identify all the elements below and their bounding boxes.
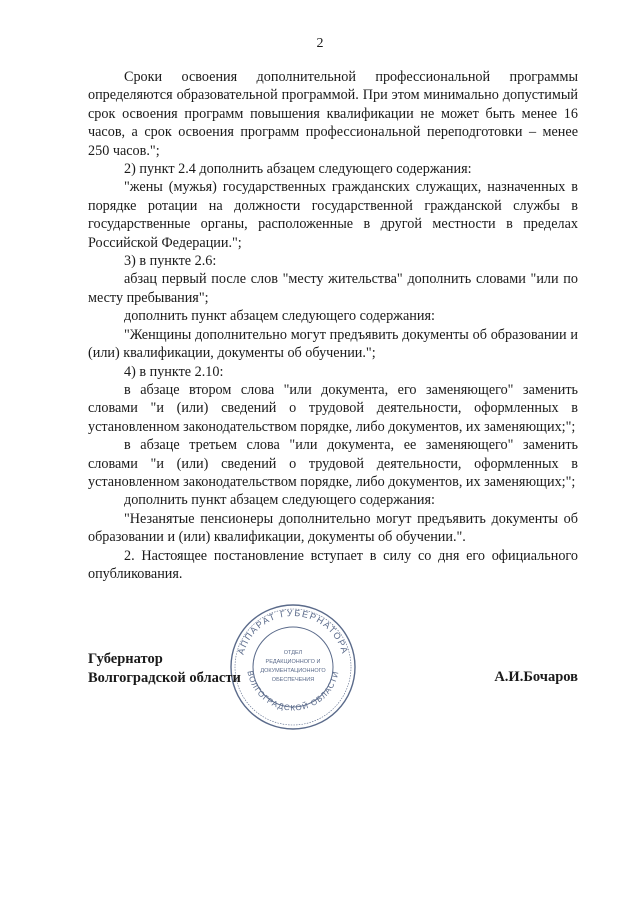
paragraph: в абзаце третьем слова "или документа, ее заменяющего" заменить словами "и (или) сведений о трудовой деятельности, оформленных в установленном законодательством порядке, либо документов, их заменяющих;"; bbox=[88, 437, 578, 490]
paragraph: Сроки освоения дополнительной профессиональной программы определяются образовательной программой. При этом минимально допустимый срок освоения программ повышения квалификации не может быть менее 16 часов, а срок освоения программ профессиональной переподготовки – менее 250 часов."; bbox=[88, 69, 578, 159]
official-stamp bbox=[228, 602, 358, 732]
paragraph: "жены (мужья) государственных гражданских служащих, назначенных в порядке ротации на должности государственной гражданской службы в государственные органы, расположенные в другой местности в пределах Российской Федерации."; bbox=[88, 179, 578, 251]
paragraph: в абзаце втором слова "или документа, его заменяющего" заменить словами "и (или) сведений о трудовой деятельности, оформленных в установленном законодательством порядке, либо документов, их заменяющих;"; bbox=[88, 381, 578, 435]
stamp-center-line: ОБЕСПЕЧЕНИЯ bbox=[271, 677, 315, 683]
paragraph: 3) в пункте 2.6: bbox=[124, 253, 217, 270]
signatory-title bbox=[88, 650, 241, 688]
paragraph: дополнить пункт абзацем следующего содержания: bbox=[124, 308, 435, 325]
paragraph: абзац первый после слов "месту жительства" дополнить словами "или по месту пребывания"; bbox=[88, 271, 578, 306]
signatory-title-line: Губернатор bbox=[88, 651, 163, 667]
stamp-outer-text: АППАРАТ ГУБЕРНАТОРА bbox=[235, 607, 351, 656]
paragraph: 2. Настоящее постановление вступает в силу со дня его официального опубликования. bbox=[88, 547, 578, 582]
paragraph: 4) в пункте 2.10: bbox=[124, 363, 224, 380]
stamp-center-line: РЕДАКЦИОННОГО И bbox=[265, 659, 321, 665]
document-body bbox=[88, 68, 578, 583]
paragraph: 2) пункт 2.4 дополнить абзацем следующего содержания: bbox=[124, 161, 472, 178]
paragraph: "Незанятые пенсионеры дополнительно могут предъявить документы об образовании и (или) квалификации, документы об обучении.". bbox=[88, 510, 578, 546]
page-number: 2 bbox=[316, 36, 324, 51]
paragraph: дополнить пункт абзацем следующего содержания: bbox=[124, 492, 435, 509]
stamp-center-line: ДОКУМЕНТАЦИОННОГО bbox=[260, 668, 326, 674]
stamp-center-line: ОТДЕЛ bbox=[283, 650, 303, 656]
stamp-bottom-text: ВОЛГОГРАДСКОЙ ОБЛАСТИ bbox=[245, 669, 341, 713]
signatory-name: А.И.Бочаров bbox=[494, 669, 578, 685]
paragraph: "Женщины дополнительно могут предъявить документы об образовании и (или) квалификации, документы об обучении."; bbox=[88, 326, 578, 362]
signatory-title-line: Волгоградской области bbox=[88, 670, 241, 686]
